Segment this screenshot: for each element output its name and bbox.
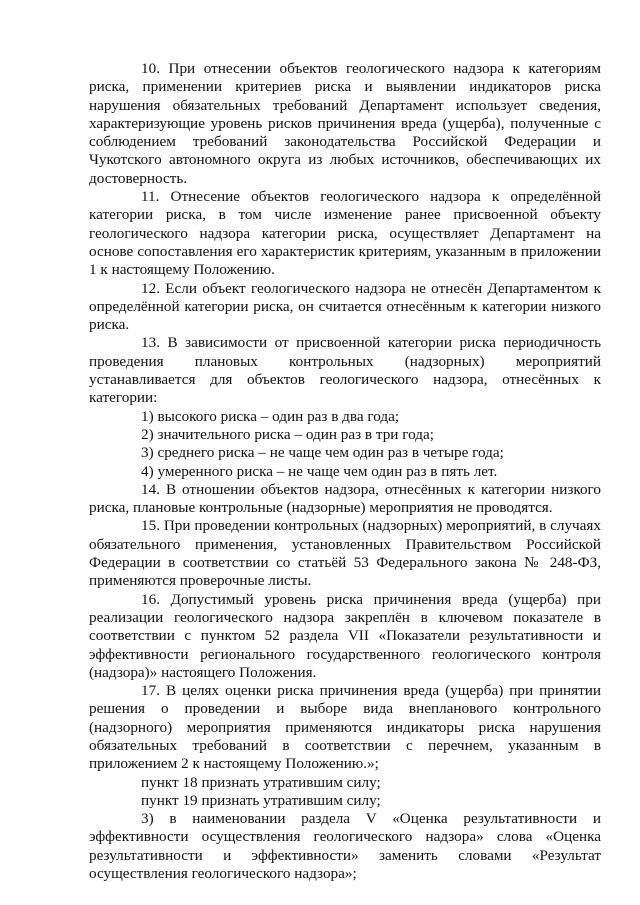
paragraph-15: 15. При проведении контрольных (надзорных) мероприятий, в случаях обязательного применения, установленных Правительством Российской Федерации в соответствии со статьёй 53 Федерального закона № 248-ФЗ, применяются проверочные листы.	[89, 517, 601, 590]
paragraph-13: 13. В зависимости от присвоенной категории риска периодичность проведения плановых контрольных (надзорных) мероприятий устанавливается для объектов геологического надзора, отнесённых к категории:	[89, 334, 601, 407]
amendment-line: пункт 19 признать утратившим силу;	[141, 791, 381, 809]
list-item: 3) среднего риска – не чаще чем один раз в четыре года;	[141, 444, 504, 462]
paragraph-16: 16. Допустимый уровень риска причинения вреда (ущерба) при реализации геологического надзора закреплён в ключевом показателе в соответствии с пунктом 52 раздела VII «Показатели результативности и эффективности регионального государственного геологического контроля (надзора)» настоящего Положения.	[89, 590, 601, 681]
list-item: 1) высокого риска – один раз в два года;	[141, 407, 400, 425]
list-item: 2) значительного риска – один раз в три года;	[141, 425, 434, 443]
paragraph-11: 11. Отнесение объектов геологического надзора к определённой категории риска, в том числе изменение ранее присвоенной объекту геологического надзора категории риска, осуществляет Департамент на основе сопоставления его характеристик критериям, указанным в приложении 1 к настоящему Положению.	[89, 188, 601, 279]
paragraph-17: 17. В целях оценки риска причинения вреда (ущерба) при принятии решения о проведении и выборе вида внепланового контрольного (надзорного) мероприятия применяются индикаторы риска нарушения обязательных требований в соответствии с перечнем, указанным в приложением 2 к настоящему Положению.»;	[89, 682, 601, 773]
paragraph-14: 14. В отношении объектов надзора, отнесённых к категории низкого риска, плановые контрольные (надзорные) мероприятия не проводятся.	[89, 480, 601, 517]
paragraph-12: 12. Если объект геологического надзора не отнесён Департаментом к определённой категории риска, он считается отнесённым к категории низкого риска.	[89, 279, 601, 334]
amendment-line: пункт 18 признать утратившим силу;	[141, 773, 381, 791]
risk-category-list	[89, 408, 601, 481]
list-item: 4) умеренного риска – не чаще чем один раз в пять лет.	[141, 462, 498, 480]
final-paragraph: 3) в наименовании раздела V «Оценка результативности и эффективности осуществления геологического надзора» слова «Оценка результативности и эффективности» заменить словами «Результат осуществления геологического надзора»;	[89, 810, 601, 883]
paragraph-10: 10. При отнесении объектов геологического надзора к категориям риска, применении критериев риска и выявлении индикаторов риска нарушения обязательных требований Департамент использует сведения, характеризующие уровень рисков причинения вреда (ущерба), полученные с соблюдением требований законодательства Российской Федерации и Чукотского автономного округа из любых источников, обеспечивающих их достоверность.	[89, 60, 601, 187]
document-page	[89, 60, 601, 883]
